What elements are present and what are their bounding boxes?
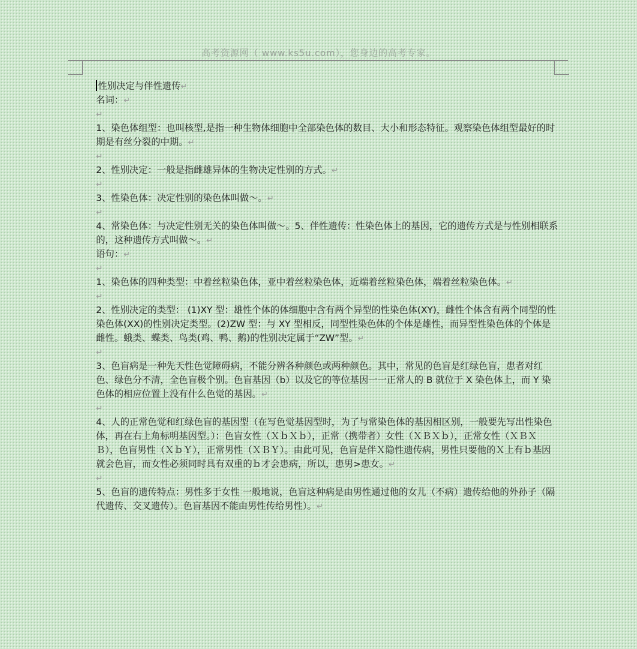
phrase-paragraph-3 bbox=[96, 360, 558, 402]
document-title: 性别决定与伴性遗传 bbox=[98, 81, 181, 92]
page-header-text: 高考资源网（ www.ks5u.com），您身边的高考专家。 bbox=[201, 49, 436, 59]
blank-line bbox=[96, 346, 558, 360]
paragraph-text: 3、性染色体：决定性别的染色体叫做～。 bbox=[96, 193, 268, 204]
section-heading-nouns-line bbox=[96, 94, 558, 108]
blank-line bbox=[96, 262, 558, 276]
paragraph-mark: ↵ bbox=[96, 180, 103, 189]
paragraph-mark: ↵ bbox=[267, 194, 274, 203]
paragraph-mark: ↵ bbox=[96, 110, 103, 119]
paragraph-mark: ↵ bbox=[206, 236, 213, 245]
blank-line bbox=[96, 402, 558, 416]
paragraph-mark: ↵ bbox=[388, 460, 396, 469]
paragraph-text: 4、人的正常色觉和红绿色盲的基因型（在写色觉基因型时，为了与常染色体的基因相区别，一般要先写出性染色体，再在右上角标明基因型。）：色盲女性（ＸｂＸｂ），正常（携带者）女性（ＸＢＸｂ），正常女性（ＸＢＸＢ），色盲男性（ＸｂＹ），正常男性（ＸＢＹ）。由此可见，色盲是伴Ｘ隐性遗传病，男性只要他的Ｘ上有ｂ基因就会色盲，而女性必须同时具有双重的ｂ才会患病，所以，患男>患女。 bbox=[96, 417, 553, 470]
phrase-paragraph-1 bbox=[96, 276, 558, 290]
paragraph-text: 5、色盲的遗传特点：男性多于女性 一般地说，色盲这种病是由男性通过他的女儿（不病）遗传给他的外孙子（隔代遗传、交叉遗传）。色盲基因不能由男性传给男性）。 bbox=[96, 487, 555, 512]
text-cursor bbox=[96, 80, 97, 91]
paragraph-text: 2、性别决定：一般是指雌雄异体的生物决定性别的方式。 bbox=[96, 165, 332, 176]
paragraph-text: 1、染色体的四种类型：中着丝粒染色体，亚中着丝粒染色体，近端着丝粒染色体，端着丝粒染色体。 bbox=[96, 277, 507, 288]
noun-paragraph-3 bbox=[96, 192, 558, 206]
document-body[interactable] bbox=[96, 80, 558, 514]
paragraph-mark: ↵ bbox=[123, 250, 131, 259]
paragraph-mark: ↵ bbox=[123, 96, 131, 105]
paragraph-mark: ↵ bbox=[331, 166, 339, 175]
noun-paragraph-4 bbox=[96, 220, 558, 248]
blank-line bbox=[96, 290, 558, 304]
phrase-paragraph-2 bbox=[96, 304, 558, 346]
blank-line bbox=[96, 108, 558, 122]
paragraph-mark: ↵ bbox=[96, 208, 103, 217]
paragraph-mark: ↵ bbox=[261, 390, 269, 399]
paragraph-text: 2、性别决定的类型： (1)XY 型：雄性个体的体细胞中含有两个异型的性染色体(XY)，雌性个体含有两个同型的性染色体(XX)的性别决定类型。(2)ZW 型：与 XY 型相反，同型性染色体的个体是雄性，而异型性染色体的个体是雌性。蛾类、蝶类、鸟类(鸡、鸭、鹅)的性别决定属于“ZW”型。 bbox=[96, 305, 556, 344]
phrase-paragraph-4 bbox=[96, 416, 558, 472]
blank-line bbox=[96, 206, 558, 220]
paragraph-text: 4、常染色体：与决定性别无关的染色体叫做～。5、伴性遗传：性染色体上的基因，它的遗传方式是与性别相联系的，这种遗传方式叫做～。 bbox=[96, 221, 558, 246]
blank-line bbox=[96, 178, 558, 192]
blank-line bbox=[96, 472, 558, 486]
phrase-paragraph-5 bbox=[96, 486, 558, 514]
paragraph-mark: ↵ bbox=[96, 152, 103, 161]
margin-corner-right bbox=[554, 60, 569, 75]
paragraph-mark: ↵ bbox=[96, 348, 103, 357]
section-heading-phrases: 语句： bbox=[96, 249, 124, 260]
noun-paragraph-1 bbox=[96, 122, 558, 150]
blank-line bbox=[96, 150, 558, 164]
margin-corner-left bbox=[68, 60, 83, 75]
paragraph-mark: ↵ bbox=[96, 264, 103, 273]
paragraph-text: 3、色盲病是一种先天性色觉障碍病，不能分辨各种颜色或两种颜色。其中，常见的色盲是红绿色盲，患者对红色、绿色分不清，全色盲极个别。色盲基因（b）以及它的等位基因一一正常人的 B 就位于 X 染色体上，而 Y 染色体的相应位置上没有什么色觉的基因。 bbox=[96, 361, 551, 400]
header-rule bbox=[68, 60, 568, 61]
section-heading-phrases-line bbox=[96, 248, 558, 262]
paragraph-mark: ↵ bbox=[316, 502, 324, 511]
paragraph-mark: ↵ bbox=[506, 278, 513, 287]
paragraph-mark: ↵ bbox=[180, 82, 188, 91]
paragraph-text: 1、染色体组型：也叫核型,是指一种生物体细胞中全部染色体的数目、大小和形态特征。观察染色体组型最好的时期是有丝分裂的中期。 bbox=[96, 123, 555, 148]
section-heading-nouns: 名词： bbox=[96, 95, 124, 106]
paragraph-mark: ↵ bbox=[96, 474, 103, 483]
document-title-line bbox=[96, 80, 558, 94]
paragraph-mark: ↵ bbox=[96, 292, 103, 301]
paragraph-mark: ↵ bbox=[187, 138, 195, 147]
noun-paragraph-2 bbox=[96, 164, 558, 178]
paragraph-mark: ↵ bbox=[96, 404, 103, 413]
paragraph-mark: ↵ bbox=[357, 334, 365, 343]
